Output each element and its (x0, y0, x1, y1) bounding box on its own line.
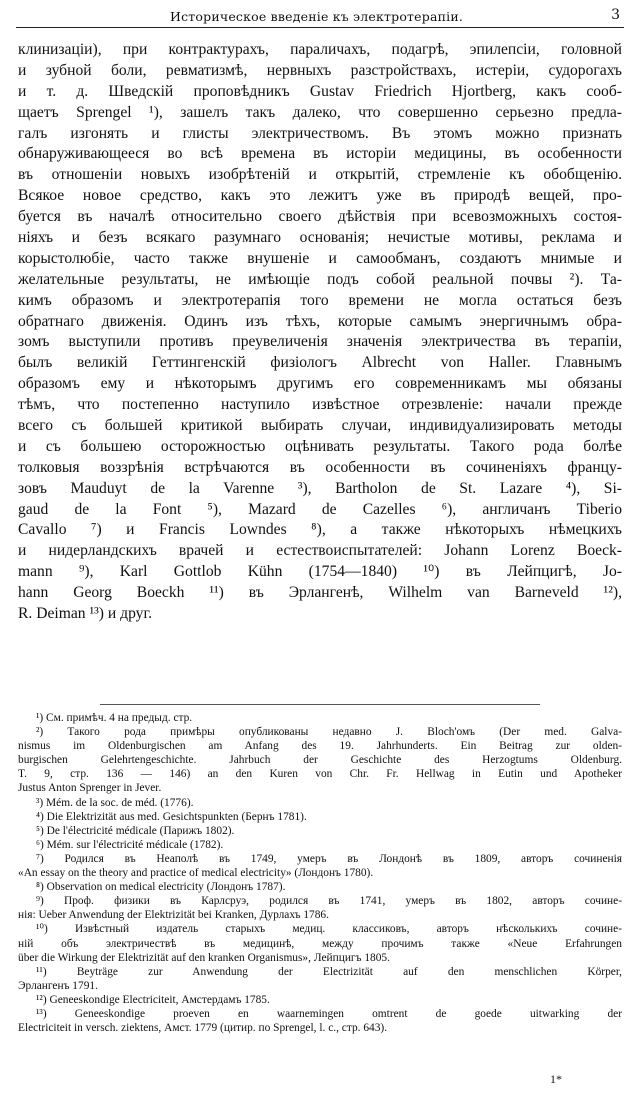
footnote-line: ¹²) Geneeskondige Electriciteit, Амстердамъ 1785. (36, 993, 270, 1006)
footnote-line: ⁹) Проф. физики въ Карлсруэ, родился въ 1741, умеръ въ 1802, авторъ сочине- (36, 895, 622, 908)
body-line: gaud de la Font ⁵), Mazard de Cazelles ⁶), англичанъ Tiberio (18, 500, 622, 518)
footnote-line: Electriciteit in versch. ziektens, Амст. 1779 (цитир. по Sprengel, l. c., стр. 643). (18, 1022, 388, 1035)
body-line: щаетъ Sprengel ¹), зашелъ такъ далеко, что совершенно серьезно предла- (18, 103, 622, 121)
body-line: образомъ ему и нѣкоторымъ другимъ его современникамъ мы обязаны (18, 375, 622, 393)
footnote-line: T. 9, стр. 136 — 146) an den Kuren von Chr. Fr. Hellwag in Eutin und Apotheker (18, 768, 622, 781)
body-line: клинизаціи), при контрактурахъ, параличахъ, подагрѣ, эпилепсіи, головной (18, 41, 622, 58)
footnote-line: ній объ электричествѣ въ медицинѣ, между прочимъ также «Neue Erfahrungen (18, 937, 622, 950)
running-header (0, 6, 636, 26)
body-line: корыстолюбіе, часто также внушеніе и самообманъ, создаютъ мнимые и (18, 249, 622, 267)
body-line: тѣмъ, что постепенно наступило извѣстное отрезвленіе: начали прежде (18, 396, 622, 414)
body-line: зомъ выступили противъ преувеличенія значенія электричества въ терапіи, (18, 333, 622, 351)
page-number: 3 (611, 7, 620, 23)
body-line: R. Deiman ¹³) и друг. (18, 605, 153, 623)
footnote-line: ⁵) De l'électricité médicale (Парижъ 1802). (36, 824, 235, 837)
body-line: желательные результаты, не имѣющіе подъ собой реальной почвы ²). Та- (18, 270, 622, 288)
body-line: Всякое новое средство, какъ это лежитъ уже въ природѣ вещей, про- (18, 187, 622, 205)
body-line: зовъ Mauduyt de la Varenne ³), Bartholon de St. Lazare ⁴), Si- (18, 479, 622, 497)
footnote-line: ⁸) Observation on medical electricity (Лондонъ 1787). (36, 881, 286, 894)
body-line: hann Georg Boeckh ¹¹) въ Эрлангенѣ, Wilhelm van Barneveld ¹²), (18, 584, 622, 602)
body-line: ніяхъ и безъ всякаго разумнаго основанія; нечистые мотивы, реклама и (18, 229, 622, 247)
footnote-line: ¹¹) Beyträge zur Anwendung der Electrizität auf den menschlichen Körper, (36, 965, 622, 978)
footnote-line: nismus im Oldenburgischen am Anfang des 19. Jahrhunderts. Ein Beitrag zur olden- (18, 740, 622, 753)
footnote-line: burgischen Gelehrtengeschichte. Jahrbuch der Geschichte des Herzogtums Oldenburg. (18, 754, 622, 767)
footnote-line: ²) Такого рода примѣры опубликованы недавно J. Bloch'омъ (Der med. Galva- (36, 726, 622, 739)
body-line: mann ⁹), Karl Gottlob Kühn (1754—1840) ¹⁰) въ Лейпцигѣ, Jo- (18, 563, 622, 581)
footnote-line: ¹³) Geneeskondige proeven en waarnemingen omtrent de goede uitwarking der (36, 1007, 622, 1020)
body-line: кимъ образомъ и электротерапія того времени не могла остаться безъ (18, 291, 622, 309)
body-line: и зубной боли, ревматизмѣ, нервныхъ разстройствахъ, истеріи, судорогахъ (18, 61, 622, 79)
body-line: въ отношеніи новыхъ изобрѣтеній и открытій, стремленіе къ обобщенію. (18, 166, 622, 184)
footnote-line: ⁴) Die Elektrizität aus med. Gesichtspunkten (Бернъ 1781). (36, 810, 307, 823)
header-rule (16, 27, 624, 28)
body-line: обратнаго движенія. Одинъ изъ тѣхъ, которые самымъ энергичнымъ обра- (18, 312, 622, 330)
footnote-line: нія: Ueber Anwendung der Elektrizität bei Kranken, Дурлахъ 1786. (18, 909, 329, 922)
footnote-separator (100, 704, 540, 705)
body-line: обнаруживающееся во всѣ времена въ исторіи медицины, въ особенности (18, 145, 622, 163)
footnote-line: über die Wirkung der Elektrizität auf den kranken Organismus», Лейпцигъ 1805. (18, 951, 390, 964)
body-line: былъ великій Геттингенскій физіологъ Albrecht von Haller. Главнымъ (18, 354, 622, 372)
footnotes (18, 711, 622, 1035)
body-line: и т. д. Шведскій проповѣдникъ Gustav Friedrich Hjortberg, какъ сооб- (18, 82, 622, 100)
running-title: Историческое введеніе къ электротерапіи. (170, 9, 464, 24)
body-line: и съ большею осторожностью оцѣнивать результаты. Такого рода болѣе (18, 437, 622, 455)
body-line: галъ изгонять и глисты электричествомъ. Въ этомъ можно признать (18, 124, 622, 142)
footnote-line: ¹⁰) Извѣстный издатель старыхъ медиц. классиковъ, авторъ нѣсколькихъ сочине- (36, 923, 622, 936)
footnote-line: Justus Anton Sprenger in Jever. (18, 782, 162, 795)
main-text (18, 40, 622, 625)
footnote-line: ⁶) Mém. sur l'électricité médicale (1782). (36, 838, 224, 851)
footnote-line: ¹) См. примѣч. 4 на предыд. стр. (36, 712, 193, 724)
body-line: Cavallo ⁷) и Francis Lowndes ⁸), а также нѣкоторыхъ нѣмецкихъ (18, 521, 622, 539)
body-line: толковыя воззрѣнія встрѣчаются въ особенности въ сочиненіяхъ францу- (18, 458, 622, 476)
signature-mark: 1* (550, 1072, 562, 1086)
footnote-line: ⁷) Родился въ Неаполѣ въ 1749, умеръ въ Лондонѣ въ 1809, авторъ сочиненія (36, 852, 622, 865)
body-line: буется въ началѣ относительно своего дѣйствія при всевозможныхъ состоя- (18, 208, 622, 226)
footnote-line: Эрлангенъ 1791. (18, 979, 98, 992)
footnote-line: ³) Mém. de la soc. de méd. (1776). (36, 796, 194, 809)
body-line: и нидерландскихъ врачей и естествоиспытателей: Johann Lorenz Boeck- (18, 542, 622, 560)
body-line: всего съ большей критикой выбирать случаи, индивидуализировать методы (18, 417, 622, 435)
footnote-line: «An essay on the theory and practice of medical electricity» (Лондонъ 1780). (18, 867, 374, 880)
